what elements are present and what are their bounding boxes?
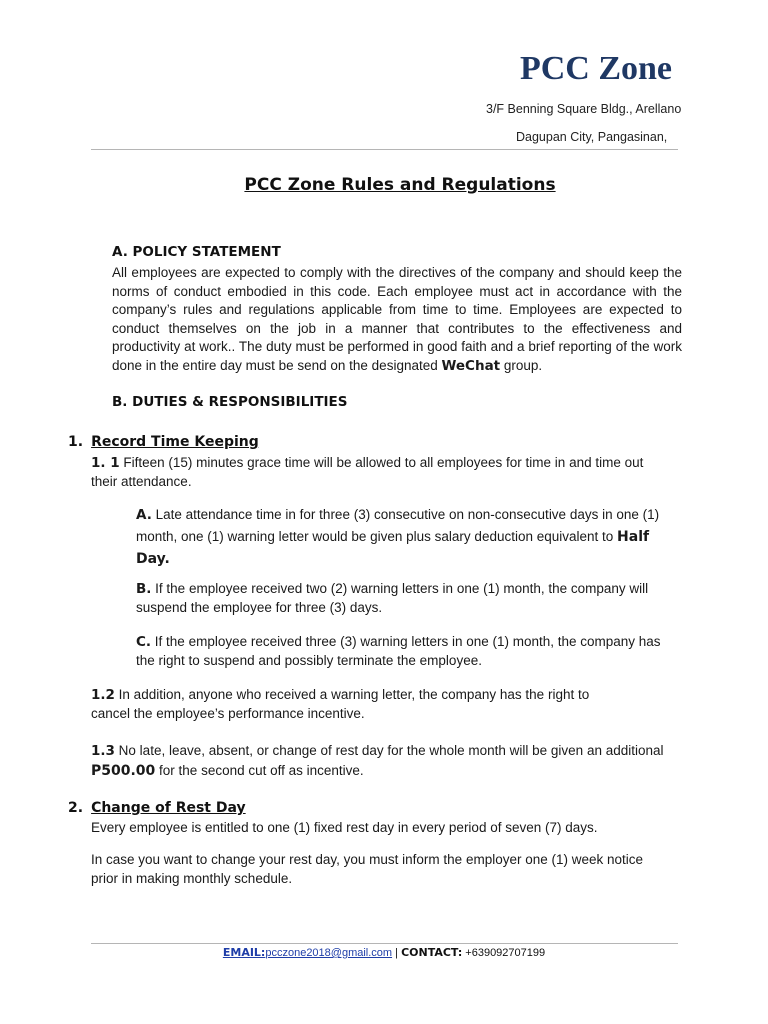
address-line-1: 3/F Benning Square Bldg., Arellano: [486, 102, 682, 116]
email-label: EMAIL:: [222, 946, 266, 959]
contact-number: +639092707199: [462, 947, 546, 959]
incentive-amount: P500.00: [91, 763, 156, 779]
item-1-a: [136, 504, 676, 570]
item-1-c: [136, 633, 676, 670]
footer-contact: [0, 946, 768, 959]
footer-divider: [91, 943, 678, 944]
item-1-1-label: 1. 1: [91, 455, 120, 471]
item-1-b-text: If the employee received two (2) warning letters in one (1) month, the company will suspend the employee for three (3) days.: [136, 581, 649, 615]
item-1-1-text: Fifteen (15) minutes grace time will be allowed to all employees for time in and time out their attendance.: [91, 455, 644, 489]
half-day-bold: Half Day.: [136, 529, 650, 567]
footer-separator: |: [392, 947, 402, 959]
item-1-3-text-end: for the second cut off as incentive.: [155, 763, 364, 778]
item-2-para-1: Every employee is entitled to one (1) fixed rest day in every period of seven (7) days.: [91, 820, 598, 835]
email-link[interactable]: pcczone2018@gmail.com: [265, 947, 393, 959]
item-1-1: [91, 454, 651, 491]
item-1-3-text: No late, leave, absent, or change of rest day for the whole month will be given an additional: [114, 743, 664, 758]
item-1-3: [91, 741, 681, 781]
item-2-title: Change of Rest Day: [91, 800, 246, 816]
item-1-3-label: 1.3: [91, 743, 115, 759]
policy-text-end: group.: [500, 357, 543, 373]
item-1-2: [91, 686, 631, 723]
contact-label: CONTACT:: [401, 946, 463, 959]
item-2-number: 2.: [68, 800, 84, 816]
company-name: PCC Zone: [519, 50, 672, 87]
wechat-bold: WeChat: [441, 357, 501, 374]
item-1-a-label: A.: [136, 507, 152, 523]
section-b-heading: B. DUTIES & RESPONSIBILITIES: [112, 394, 348, 410]
item-2-para-2: In case you want to change your rest day, you must inform the employer one (1) week notice prior in making monthly schedule.: [91, 852, 644, 886]
address-line-2: Dagupan City, Pangasinan,: [516, 130, 668, 144]
header-divider: [91, 149, 678, 150]
section-a-heading: A. POLICY STATEMENT: [112, 244, 281, 260]
policy-text: All employees are expected to comply with the directives of the company and should keep the norms of conduct embodied in this code. Each employee must act in accordance with the company’s rules and regulations applicable from time to time. Employees are expected to conduct themselves on the job in a manner that contributes to the effectiveness and productivity at work.. The duty must be performed in good faith and a brief reporting of the work done in the entire day must be send on the designated: [112, 265, 682, 373]
item-1-2-label: 1.2: [91, 687, 115, 703]
item-1-c-label: C.: [136, 634, 152, 650]
item-1-c-text: If the employee received three (3) warning letters in one (1) month, the company has the right to suspend and possibly terminate the employee.: [136, 634, 661, 668]
item-1-heading: [68, 434, 259, 450]
policy-statement-text: [112, 264, 682, 376]
item-1-b-label: B.: [136, 581, 152, 597]
item-1-number: 1.: [68, 434, 84, 450]
item-1-title: Record Time Keeping: [91, 434, 259, 450]
item-1-2-text: In addition, anyone who received a warning letter, the company has the right to cancel the employee’s performance incentive.: [91, 687, 590, 721]
document-title: PCC Zone Rules and Regulations: [244, 175, 556, 195]
item-1-b: [136, 580, 676, 617]
item-1-a-text: Late attendance time in for three (3) consecutive on non-consecutive days in one (1) month, one (1) warning letter would be given plus salary deduction equivalent to: [136, 507, 660, 544]
item-2-heading: [68, 800, 246, 816]
